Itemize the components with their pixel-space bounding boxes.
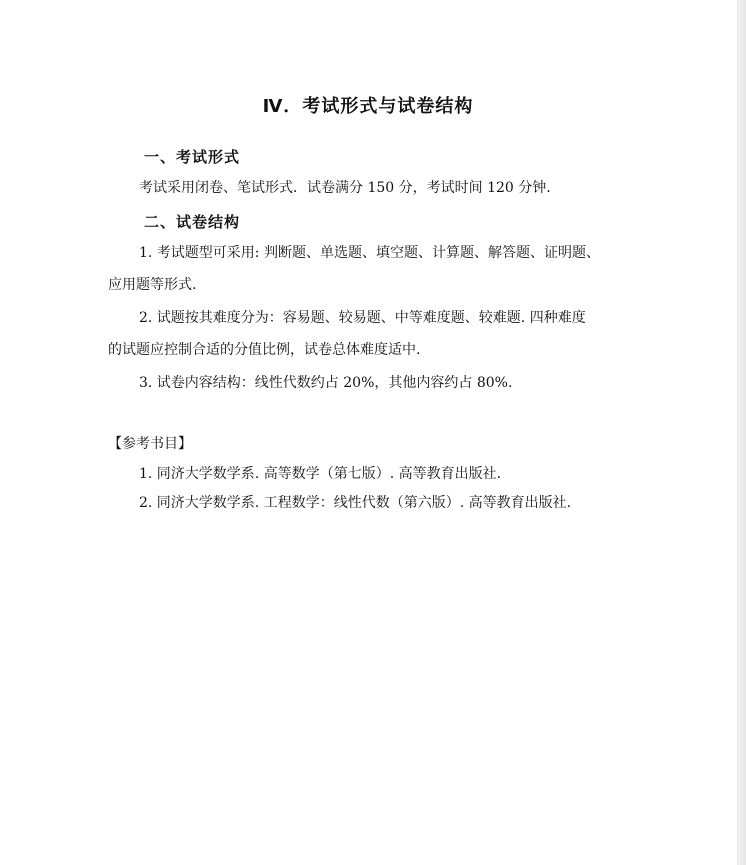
exam-form-text: 考试采用闭卷、笔试形式．试卷满分 150 分，考试时间 120 分钟. — [139, 180, 551, 196]
references-heading: 【参考书目】 — [108, 436, 192, 452]
structure-item-2-line-2: 的试题应控制合适的分值比例，试卷总体难度适中. — [108, 342, 421, 358]
structure-item-1-line-1: 1. 考试题型可采用: 判断题、单选题、填空题、计算题、解答题、证明题、 — [139, 245, 600, 261]
page-title: Ⅳ．考试形式与试卷结构 — [262, 96, 474, 117]
page-edge-shadow — [737, 0, 746, 865]
section-heading-paper-structure: 二、试卷结构 — [144, 213, 241, 231]
reference-item-2: 2. 同济大学数学系. 工程数学：线性代数（第六版）. 高等教育出版社. — [139, 495, 572, 511]
reference-item-1: 1. 同济大学数学系. 高等数学（第七版）. 高等教育出版社. — [139, 466, 502, 482]
structure-item-1-line-2: 应用题等形式. — [108, 277, 197, 293]
section-heading-exam-form: 一、考试形式 — [144, 148, 241, 166]
structure-item-2-line-1: 2. 试题按其难度分为：容易题、较易题、中等难度题、较难题. 四种难度 — [139, 310, 586, 326]
structure-item-3: 3. 试卷内容结构：线性代数约占 20%，其他内容约占 80%. — [139, 375, 513, 391]
